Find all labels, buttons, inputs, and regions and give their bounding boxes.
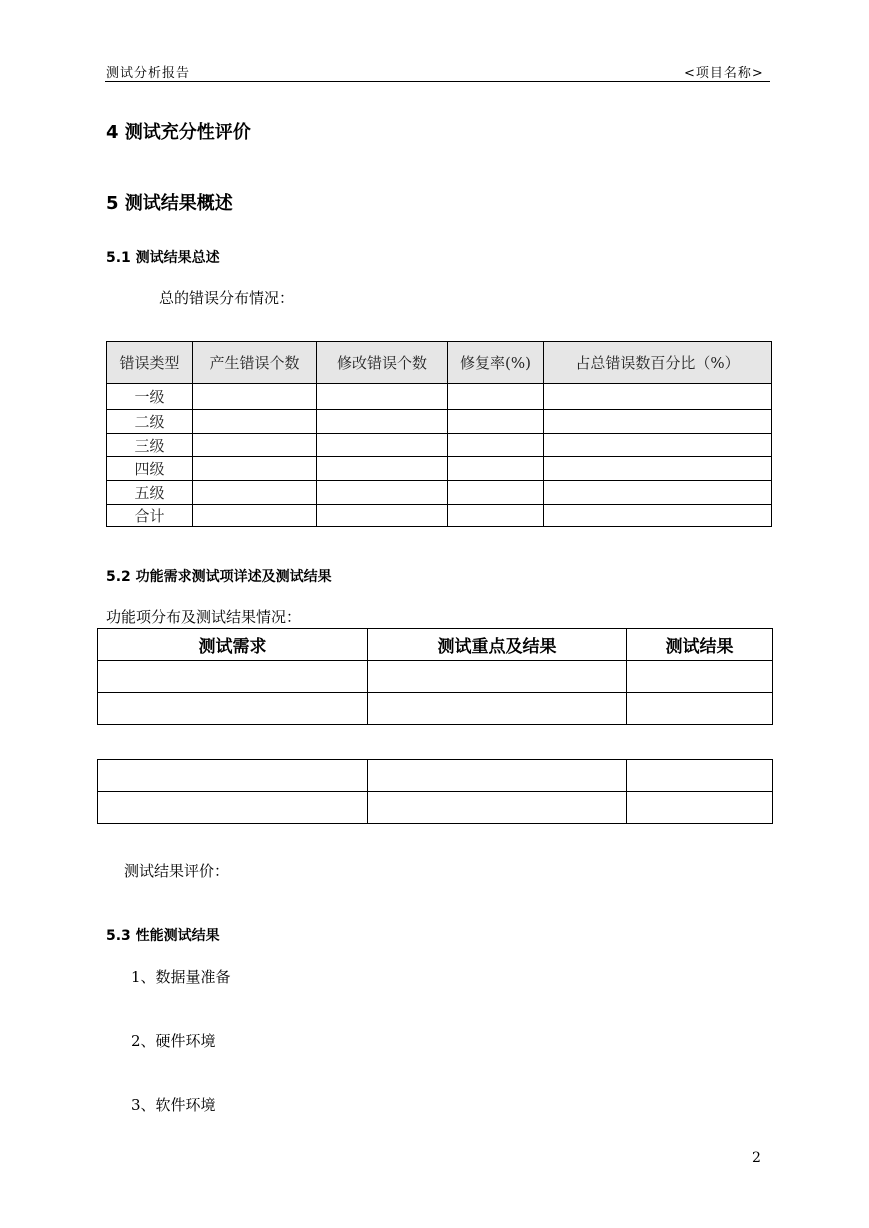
- table-row: [98, 760, 773, 792]
- table-row: [98, 792, 773, 824]
- header-cell: 测试重点及结果: [368, 629, 627, 661]
- functional-test-table-continued: [97, 759, 773, 824]
- table-cell: [448, 481, 544, 505]
- table-row: [107, 434, 772, 457]
- header-project-name: <项目名称>: [684, 66, 764, 81]
- error-level-cell: 四级: [107, 457, 193, 481]
- section-5-2-heading: 5.2 功能需求测试项详述及测试结果: [106, 569, 332, 585]
- table-header-row: [107, 342, 772, 384]
- table-cell: [317, 457, 448, 481]
- header-rule: [105, 81, 770, 82]
- table-cell: [193, 434, 317, 457]
- header-cell: 修改错误个数: [317, 342, 448, 384]
- table-cell: [317, 410, 448, 434]
- table-cell: [627, 760, 773, 792]
- header-cell: 测试需求: [98, 629, 368, 661]
- error-level-cell: 五级: [107, 481, 193, 505]
- section-5-1-heading: 5.1 测试结果总述: [106, 250, 220, 266]
- performance-item: 2、硬件环境: [131, 1032, 216, 1050]
- table-cell: [544, 384, 772, 410]
- table-cell: [193, 384, 317, 410]
- table-cell: [544, 410, 772, 434]
- table-cell: [98, 693, 368, 725]
- error-summary-intro: 总的错误分布情况：: [159, 289, 295, 307]
- table-cell: [627, 661, 773, 693]
- table-row: [98, 693, 773, 725]
- table-header-row: [98, 629, 773, 661]
- table-cell: [544, 457, 772, 481]
- table-cell: [368, 760, 627, 792]
- table-row: [107, 505, 772, 527]
- table-cell: [317, 505, 448, 527]
- page-number: 2: [752, 1150, 761, 1166]
- error-level-cell: 二级: [107, 410, 193, 434]
- table-cell: [98, 760, 368, 792]
- table-row: [107, 384, 772, 410]
- table-cell: [544, 434, 772, 457]
- table-cell: [368, 792, 627, 824]
- table-cell: [193, 505, 317, 527]
- error-level-cell: 三级: [107, 434, 193, 457]
- error-level-cell: 合计: [107, 505, 193, 527]
- table-row: [107, 457, 772, 481]
- table-cell: [317, 434, 448, 457]
- table-row: [98, 661, 773, 693]
- table-cell: [368, 693, 627, 725]
- table-cell: [193, 410, 317, 434]
- test-result-evaluation: 测试结果评价：: [124, 862, 230, 880]
- header-cell: 占总错误数百分比（%）: [544, 342, 772, 384]
- error-distribution-table: [106, 341, 772, 527]
- table-cell: [317, 481, 448, 505]
- table-cell: [448, 457, 544, 481]
- header-cell: 产生错误个数: [193, 342, 317, 384]
- table-cell: [544, 505, 772, 527]
- table-cell: [627, 792, 773, 824]
- table-cell: [368, 661, 627, 693]
- header-cell: 测试结果: [627, 629, 773, 661]
- performance-item: 1、数据量准备: [131, 968, 231, 986]
- table-cell: [98, 661, 368, 693]
- table-row: [107, 410, 772, 434]
- table-cell: [448, 434, 544, 457]
- table-cell: [193, 481, 317, 505]
- section-5-3-heading: 5.3 性能测试结果: [106, 928, 220, 944]
- table-cell: [193, 457, 317, 481]
- functional-test-table: [97, 628, 773, 725]
- table-cell: [627, 693, 773, 725]
- section-4-heading: 4 测试充分性评价: [106, 122, 251, 143]
- header-document-title: 测试分析报告: [106, 66, 191, 81]
- table-cell: [448, 410, 544, 434]
- performance-item: 3、软件环境: [131, 1096, 216, 1114]
- header-cell: 修复率(%): [448, 342, 544, 384]
- table-cell: [98, 792, 368, 824]
- table-cell: [544, 481, 772, 505]
- error-level-cell: 一级: [107, 384, 193, 410]
- functional-intro: 功能项分布及测试结果情况：: [106, 608, 302, 626]
- table-row: [107, 481, 772, 505]
- section-5-heading: 5 测试结果概述: [106, 193, 233, 214]
- table-cell: [448, 505, 544, 527]
- table-cell: [448, 384, 544, 410]
- header-cell: 错误类型: [107, 342, 193, 384]
- table-cell: [317, 384, 448, 410]
